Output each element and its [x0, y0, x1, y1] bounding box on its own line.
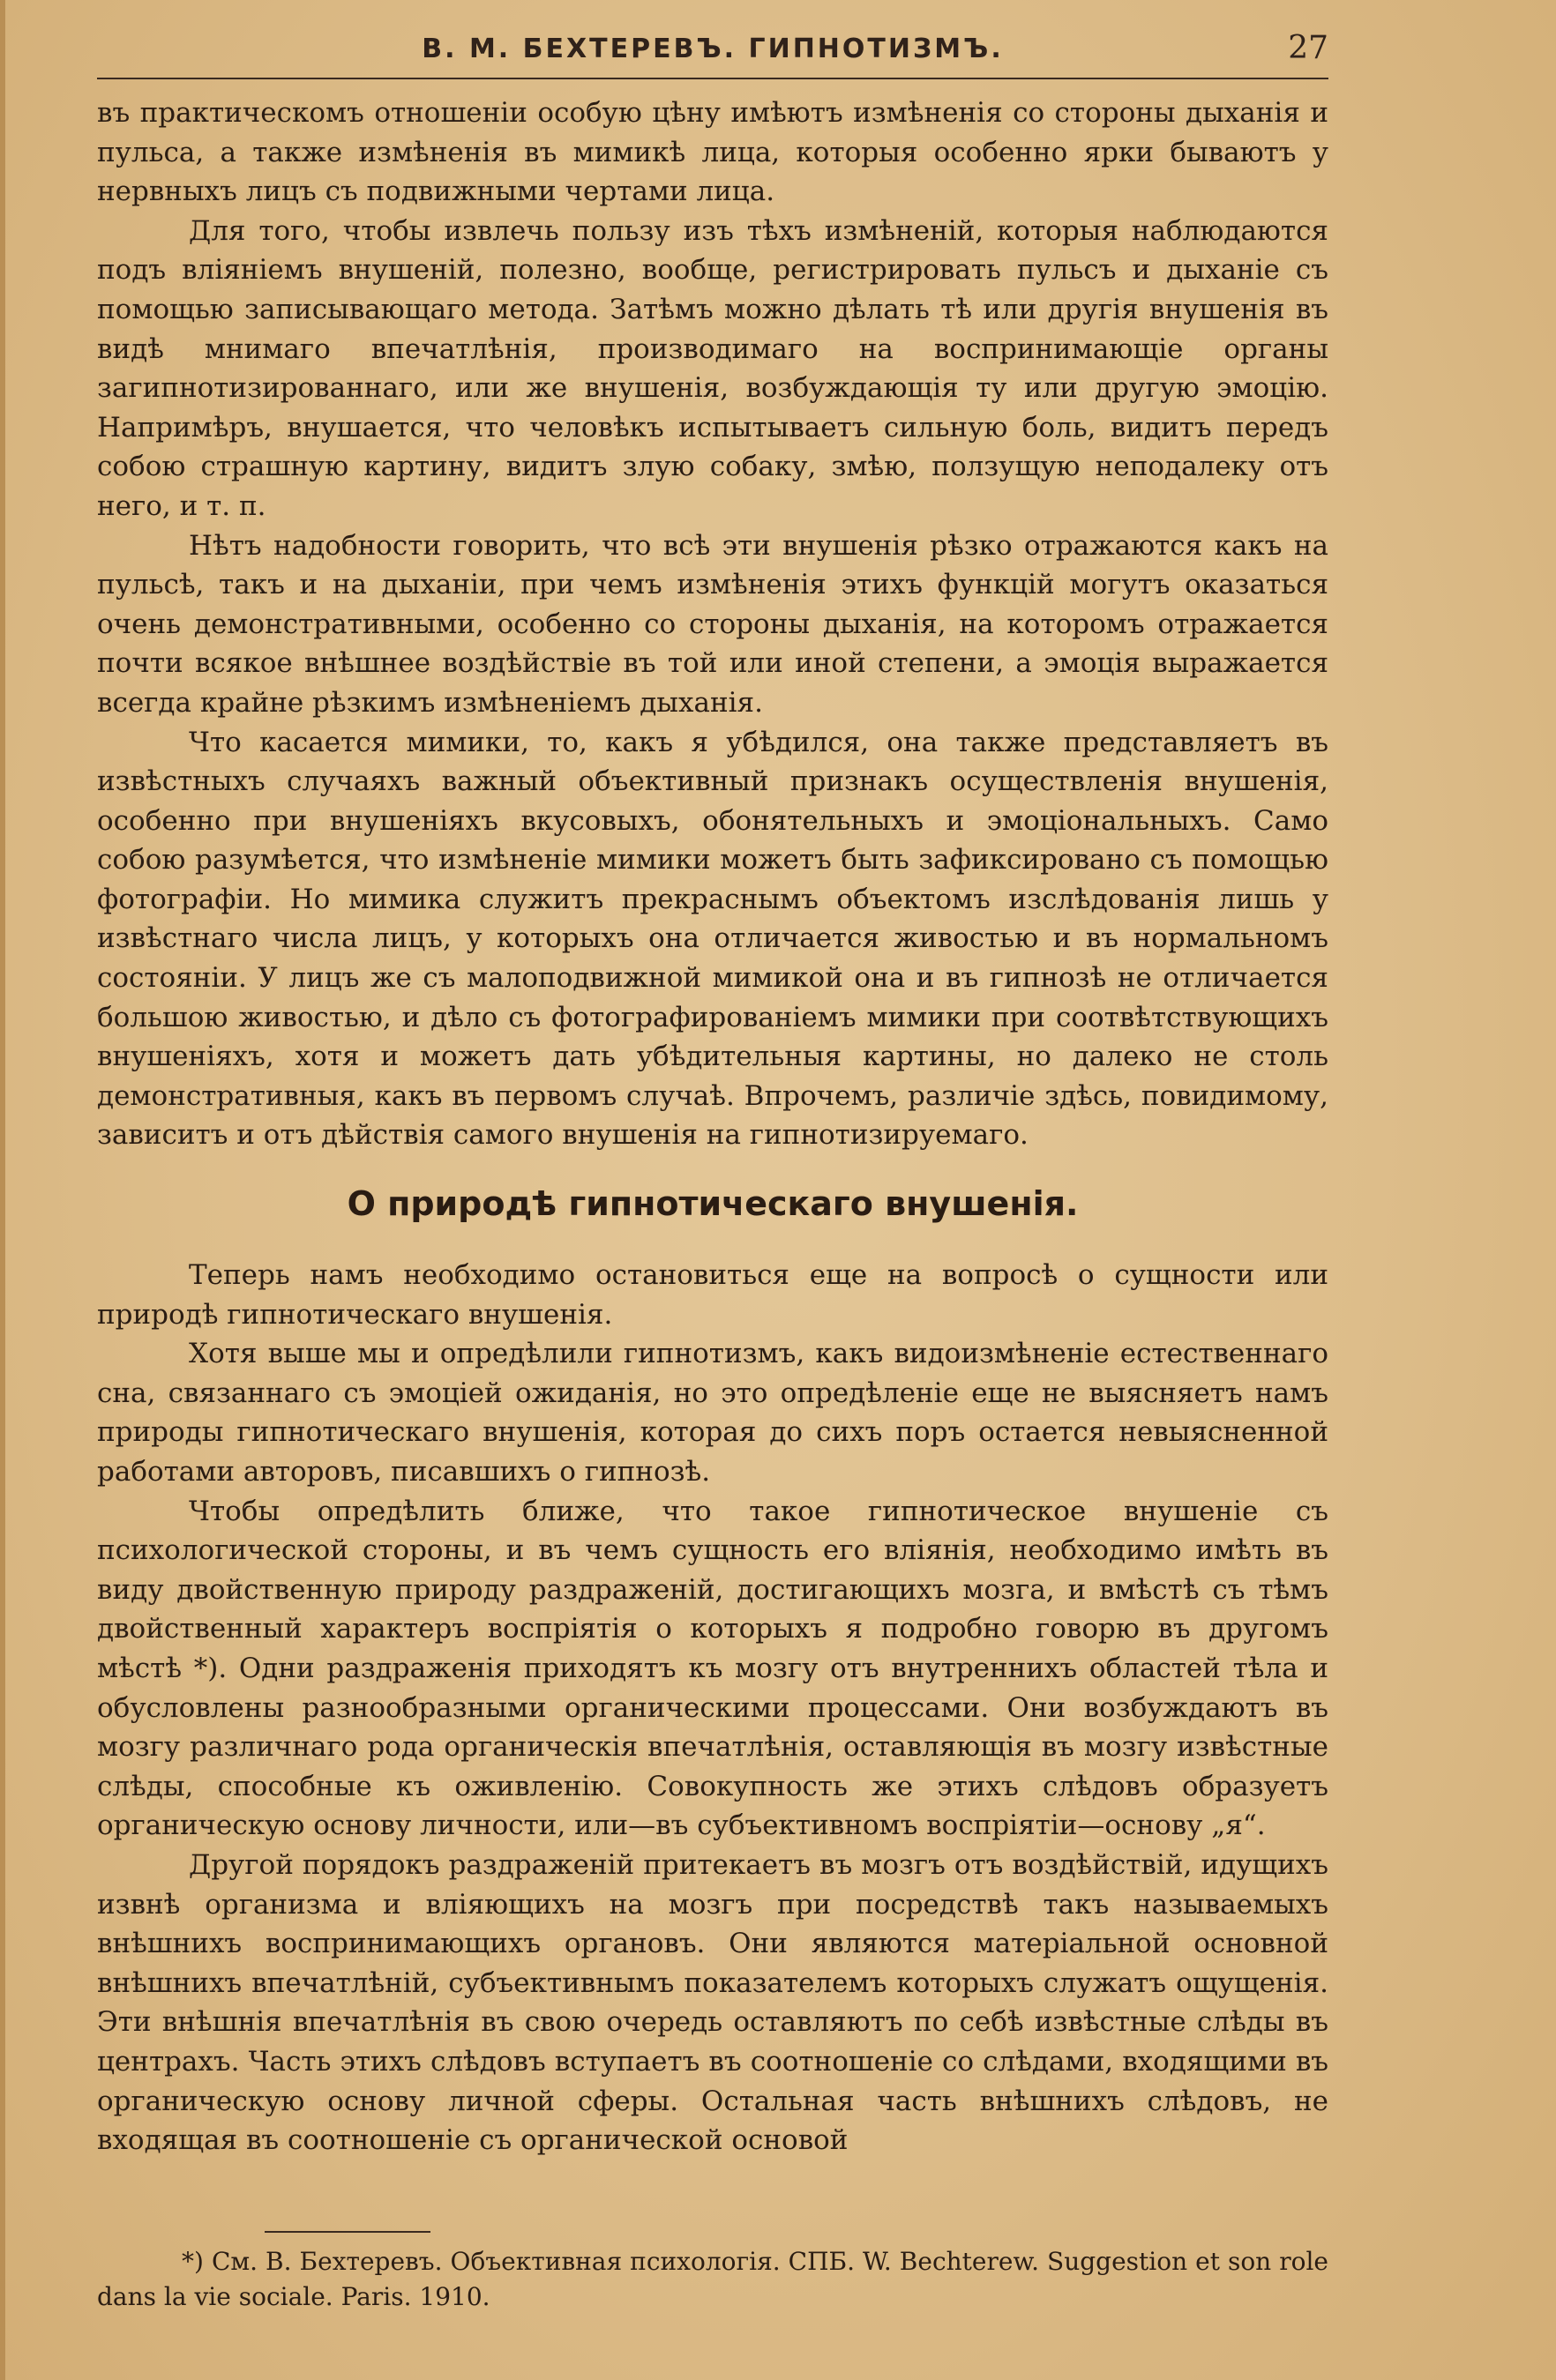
paragraph: Теперь намъ необходимо остановиться еще на вопросѣ о сущности или природѣ гипнотическаго внушенія. [97, 1259, 1328, 1331]
footnote-rule [265, 2231, 430, 2233]
running-head: В. М. БЕХТЕРЕВЪ. ГИПНОТИЗМЪ. [422, 34, 1004, 64]
paragraph: Другой порядокъ раздраженій притекаетъ въ мозгъ отъ воздѣйствій, идущихъ извнѣ организма и вліяющихъ на мозгъ при посредствѣ такъ называемыхъ внѣшнихъ воспринимающихъ органовъ. Они являются матеріальной основной внѣшнихъ впечатлѣній, субъективнымъ показателемъ которыхъ служатъ ощущенія. Эти внѣшнія впечатлѣнія въ свою очередь оставляютъ по себѣ извѣстные слѣды въ центрахъ. Часть этихъ слѣдовъ вступаетъ въ соотношеніе со слѣдами, входящими въ органическую основу личной сферы. Остальная часть внѣшнихъ слѣдовъ, не входящая въ соотношеніе съ органической основой [97, 1848, 1328, 2157]
paragraph: Для того, чтобы извлечь пользу изъ тѣхъ измѣненій, которыя наблюдаются подъ вліяніемъ внушеній, полезно, вообще, регистрировать пульсъ и дыханіе съ помощью записывающаго метода. Затѣмъ можно дѣлать тѣ или другія внушенія въ видѣ мнимаго впечатлѣнія, производимаго на воспринимающіе органы загипнотизированнаго, или же внушенія, возбуждающія ту или другую эмоцію. Напримѣръ, внушается, что человѣкъ испытываетъ сильную боль, видитъ передъ собою страшную картину, видитъ злую собаку, змѣю, ползущую неподалеку отъ него, и т. п. [97, 214, 1328, 522]
paragraph: Что касается мимики, то, какъ я убѣдился, она также представляетъ въ извѣстныхъ случаяхъ важный объективный признакъ осуществленія внушенія, особенно при внушеніяхъ вкусовыхъ, обонятельныхъ и эмоціональныхъ. Само собою разумѣется, что измѣненіе мимики можетъ быть зафиксировано съ помощью фотографіи. Но мимика служитъ прекраснымъ объектомъ изслѣдованія лишь у извѣстнаго числа лицъ, у которыхъ она отличается живостью и въ нормальномъ состояніи. У лицъ же съ малоподвижной мимикой она и въ гипнозѣ не отличается большою живостью, и дѣло съ фотографированіемъ мимики при соотвѣтствующихъ внушеніяхъ, хотя и можетъ дать убѣдительныя картины, но далеко не столь демонстративныя, какъ въ первомъ случаѣ. Впрочемъ, различіе здѣсь, повидимому, зависитъ и отъ дѣйствія самого внушенія на гипнотизируемаго. [97, 726, 1328, 1152]
page-header [97, 30, 1328, 74]
body-text [97, 93, 1328, 2160]
paragraph: Нѣтъ надобности говорить, что всѣ эти внушенія рѣзко отражаются какъ на пульсѣ, такъ и на дыханіи, при чемъ измѣненія этихъ функцій могутъ оказаться очень демонстративными, особенно со стороны дыханія, на которомъ отражается почти всякое внѣшнее воздѣйствіе въ той или иной степени, а эмоція выражается всегда крайне рѣзкимъ измѣненіемъ дыханія. [97, 529, 1328, 719]
page-number: 27 [1288, 30, 1328, 66]
section-heading: О природѣ гипнотическаго внушенія. [347, 1184, 1079, 1224]
paragraph: Чтобы опредѣлить ближе, что такое гипнотическое внушеніе съ психологической стороны, и въ чемъ сущность его вліянія, необходимо имѣть въ виду двойственную природу раздраженій, достигающихъ мозга, и вмѣстѣ съ тѣмъ двойственный характеръ воспріятія о которыхъ я подробно говорю въ другомъ мѣстѣ *). Одни раздраженія приходятъ къ мозгу отъ внутреннихъ областей тѣла и обусловлены разнообразными органическими процессами. Они возбуждаютъ въ мозгу различнаго рода органическія впечатлѣнія, оставляющія въ мозгу извѣстные слѣды, способные къ оживленію. Совокупность же этихъ слѣдовъ образуетъ органическую основу личности, или—въ субъективномъ воспріятіи—основу „я“. [97, 1495, 1328, 1842]
paragraph: Хотя выше мы и опредѣлили гипнотизмъ, какъ видоизмѣненіе естественнаго сна, связаннаго съ эмоціей ожиданія, но это опредѣленіе еще не выясняетъ намъ природы гипнотическаго внушенія, которая до сихъ поръ остается невыясненной работами авторовъ, писавшихъ о гипнозѣ. [97, 1338, 1328, 1488]
footnote: *) См. В. Бехтеревъ. Объективная психологія. СПБ. W. Bechterew. Suggestion et son role dans la vie sociale. Paris. 1910. [97, 2247, 1328, 2311]
paragraph: въ практическомъ отношеніи особую цѣну имѣютъ измѣненія со стороны дыханія и пульса, а также измѣненія въ мимикѣ лица, которыя особенно ярки бываютъ у нервныхъ лицъ съ подвижными чертами лица. [97, 97, 1328, 208]
header-rule [97, 78, 1328, 79]
